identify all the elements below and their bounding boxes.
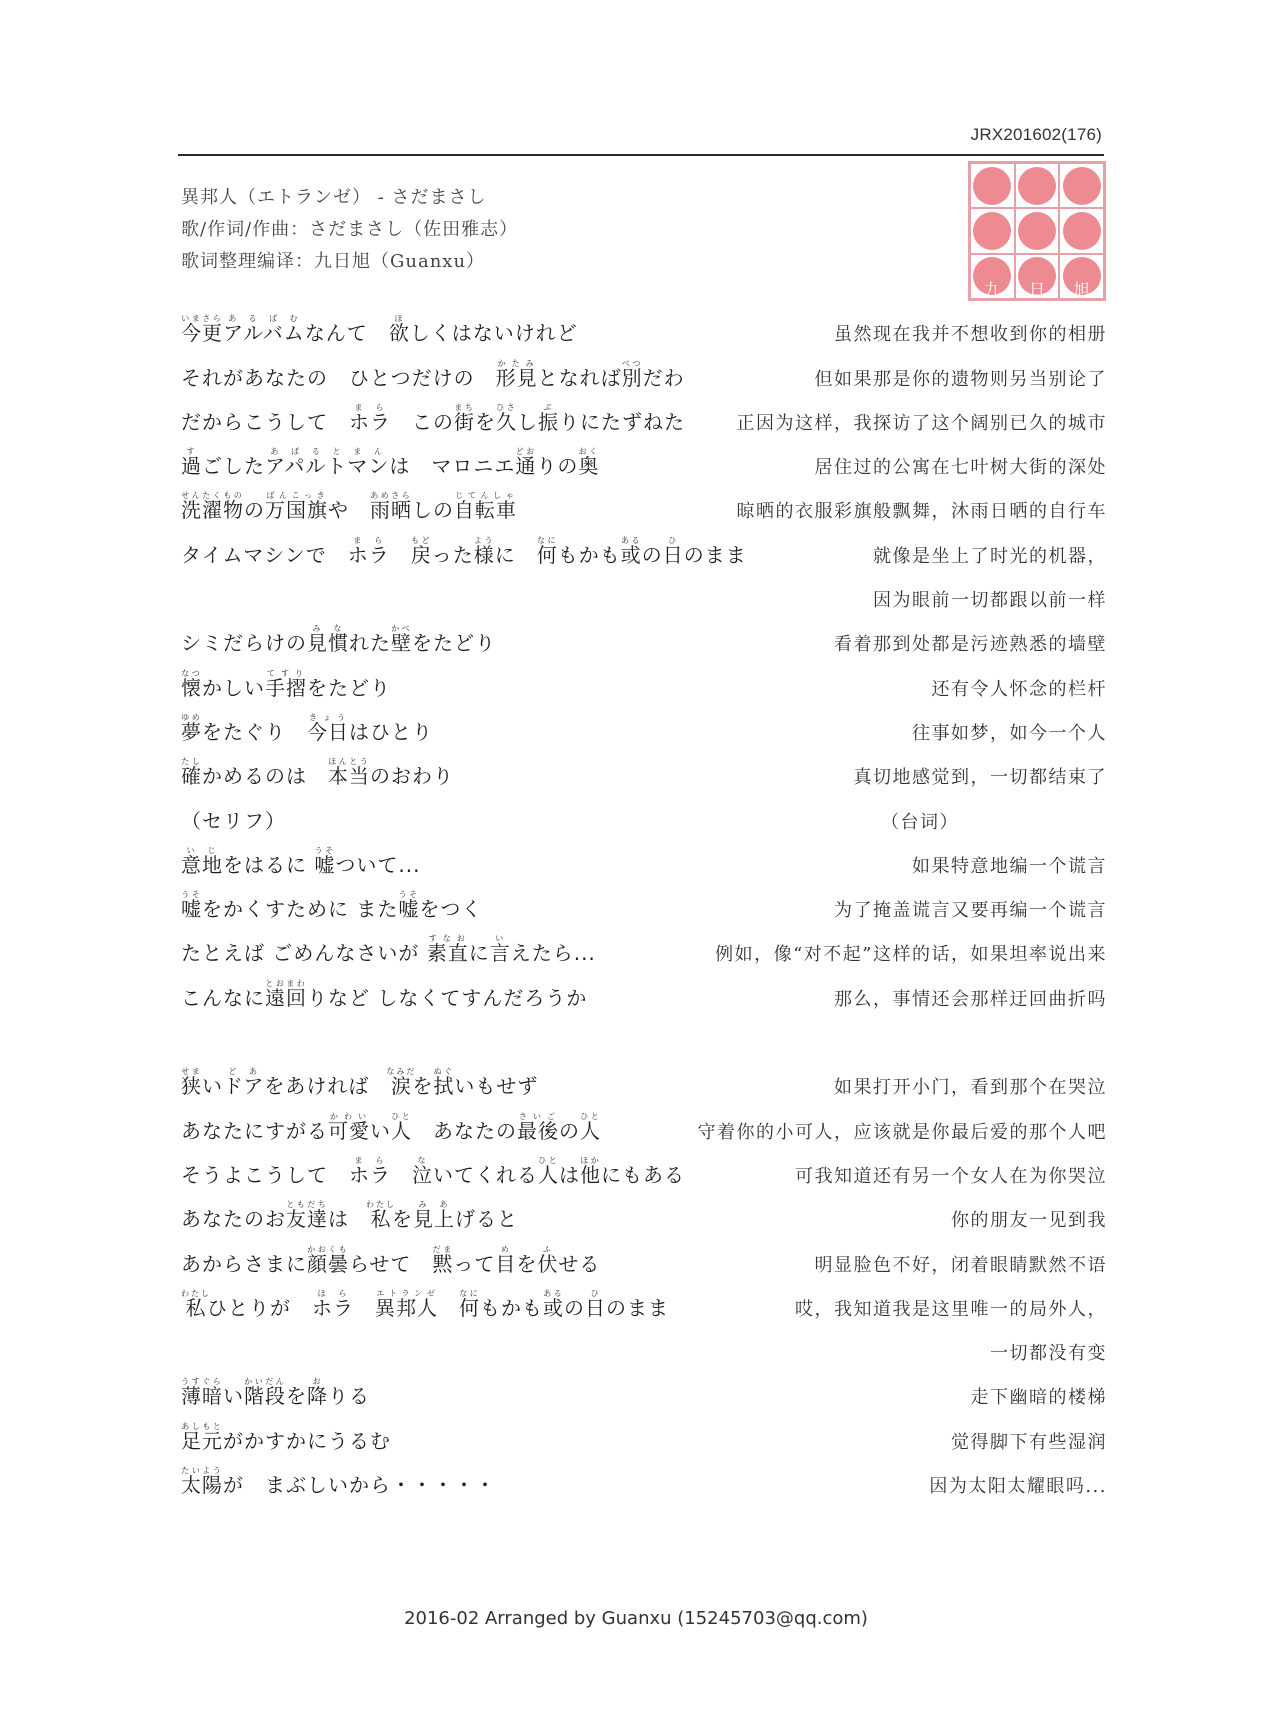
furigana-word: 日ひ	[585, 1288, 606, 1320]
lyric-chinese-translation: 你的朋友一见到我	[951, 1210, 1107, 1232]
lyric-japanese: 洗濯物せんたくものの万国旗ばんこっきや 雨晒あめさらしの自転車じてんしゃ	[181, 491, 517, 523]
furigana-word: 薄暗うすぐら	[181, 1377, 223, 1409]
furigana-word: 伏ふ	[537, 1244, 559, 1276]
lyric-japanese: 太陽たいようが まぶしいから・・・・・	[181, 1466, 496, 1498]
furigana-reading: うそ	[314, 845, 336, 855]
furigana-word: 確たし	[181, 757, 202, 789]
stamp-dot-icon	[1063, 212, 1101, 250]
seal-stamp-icon	[968, 161, 1106, 301]
lyric-chinese-translation: 可我知道还有另一个女人在为你哭泣	[795, 1165, 1107, 1187]
furigana-reading: あるばむ	[223, 314, 305, 324]
furigana-word: 他ほか	[580, 1155, 601, 1187]
furigana-word: 最後さいご	[517, 1111, 559, 1143]
lyric-chinese-translation: 一切都没有变	[990, 1343, 1107, 1365]
furigana-reading: もど	[410, 535, 432, 545]
furigana-word: 可愛かわい	[328, 1111, 370, 1143]
furigana-reading: おく	[578, 447, 600, 457]
furigana-word: 戻もど	[410, 535, 432, 567]
furigana-reading: べつ	[621, 358, 643, 368]
stamp-char: 九	[984, 279, 1001, 299]
lyric-row	[181, 1152, 1107, 1196]
furigana-word: 友達ともだち	[286, 1200, 328, 1232]
lyric-row	[181, 487, 1107, 531]
furigana-reading: よう	[473, 535, 495, 545]
furigana-word: 見上みあ	[413, 1200, 455, 1232]
furigana-word: 私わたし	[366, 1200, 396, 1232]
lyric-chinese-translation: 那么，事情还会那样迂回曲折吗	[834, 988, 1107, 1010]
furigana-reading: どあ	[223, 1067, 265, 1077]
furigana-word: 或ある	[543, 1288, 564, 1320]
furigana-word: 異邦人エトランゼ	[375, 1288, 438, 1320]
lyric-row	[181, 1329, 1107, 1373]
stamp-cell	[1015, 254, 1060, 299]
furigana-reading: まら	[349, 402, 391, 412]
furigana-word: 街まち	[454, 402, 475, 434]
furigana-word: 自転車じてんしゃ	[454, 491, 517, 523]
lyric-chinese-translation: 例如，像“对不起”这样的话，如果坦率说出来	[715, 944, 1107, 966]
lyric-row	[181, 709, 1107, 753]
furigana-reading: ともだち	[286, 1200, 328, 1210]
furigana-reading: ひ	[662, 535, 684, 545]
furigana-reading: うそ	[181, 890, 202, 900]
furigana-word: 久ひさ	[496, 402, 517, 434]
stamp-cell	[1059, 254, 1104, 299]
lyric-japanese: あなたのお友達ともだちは 私わたしを見上みあげると	[181, 1200, 518, 1232]
furigana-word: 人ひと	[538, 1155, 559, 1187]
furigana-word: 階段かいだん	[244, 1377, 286, 1409]
furigana-word: ホラまら	[349, 1155, 391, 1187]
furigana-word: 降お	[307, 1377, 328, 1409]
furigana-reading: わたし	[366, 1200, 396, 1210]
furigana-reading: まら	[349, 1155, 391, 1165]
furigana-word: 私わたし	[181, 1288, 211, 1320]
furigana-word: 今日きょう	[307, 712, 349, 744]
lyric-chinese-translation: 如果特意地编一个谎言	[912, 855, 1107, 877]
lyric-row	[181, 354, 1107, 398]
furigana-word: 泣な	[412, 1155, 433, 1187]
furigana-reading: ほら	[312, 1288, 354, 1298]
furigana-word: 慣な	[328, 624, 349, 656]
lyric-row	[181, 753, 1107, 797]
song-title: 異邦人（エトランゼ） - さだまさし	[181, 187, 487, 208]
lyric-row	[181, 620, 1107, 664]
lyric-chinese-translation: 看着那到处都是污迹熟悉的墙壁	[834, 634, 1107, 656]
song-arranger: 歌词整理编译：九日旭（Guanxu）	[181, 251, 486, 272]
furigana-reading: ある	[620, 535, 642, 545]
furigana-word: 人ひと	[580, 1111, 601, 1143]
lyric-chinese-translation: （台词）	[881, 811, 959, 833]
furigana-reading: い	[489, 934, 511, 944]
stamp-cell	[1015, 163, 1060, 208]
furigana-reading: なつ	[181, 668, 202, 678]
furigana-word: アパルトマンあぱるとまん	[265, 447, 390, 479]
furigana-word: 通どお	[515, 447, 537, 479]
furigana-reading: かわい	[328, 1111, 370, 1121]
furigana-word: ホラまら	[349, 402, 391, 434]
furigana-reading: エトランゼ	[375, 1288, 438, 1298]
lyric-row	[181, 930, 1107, 974]
lyric-japanese: 夢ゆめをたぐり 今日きょうはひとり	[181, 712, 433, 744]
lyric-row	[181, 576, 1107, 620]
furigana-reading: ぬぐ	[433, 1067, 455, 1077]
lyric-chinese-translation: 真切地感觉到，一切都结束了	[853, 767, 1107, 789]
furigana-reading: ひと	[538, 1155, 559, 1165]
lyric-japanese: （セリフ）	[181, 808, 286, 833]
furigana-reading: ゆめ	[181, 712, 202, 722]
furigana-word: 何なに	[536, 535, 558, 567]
furigana-word: 日ひ	[662, 535, 684, 567]
stamp-dot-icon	[1018, 167, 1056, 205]
lyric-row	[181, 399, 1107, 443]
lyric-japanese: 確たしかめるのは 本当ほんとうのおわり	[181, 757, 454, 789]
lyric-row	[181, 664, 1107, 708]
furigana-word: 或ある	[620, 535, 642, 567]
furigana-word: 顔曇かおくも	[307, 1244, 349, 1276]
furigana-reading: な	[328, 624, 349, 634]
furigana-word: 振ぶ	[538, 402, 559, 434]
furigana-word: 涙なみだ	[386, 1067, 417, 1099]
furigana-word: ドアどあ	[223, 1067, 265, 1099]
furigana-reading: だま	[432, 1244, 454, 1254]
furigana-reading: せま	[181, 1067, 202, 1077]
furigana-reading: いまさら	[181, 314, 223, 324]
lyric-chinese-translation: 但如果那是你的遗物则另当别论了	[814, 368, 1107, 390]
furigana-reading: かおくも	[307, 1244, 349, 1254]
furigana-reading: ほんとう	[328, 757, 370, 767]
lyric-row	[181, 1373, 1107, 1417]
lyric-row	[181, 1107, 1107, 1151]
lyric-row	[181, 886, 1107, 930]
furigana-word: 太陽たいよう	[181, 1466, 223, 1498]
furigana-reading: どお	[515, 447, 537, 457]
lyric-row	[181, 1417, 1107, 1461]
lyric-japanese: 薄暗うすぐらい階段かいだんを降おりる	[181, 1377, 370, 1409]
furigana-reading: め	[495, 1244, 517, 1254]
lyric-chinese-translation: 守着你的小可人，应该就是你最后爱的那个人吧	[697, 1121, 1107, 1143]
furigana-word: 壁かべ	[391, 624, 412, 656]
lyric-japanese: 今更いまさらアルバムあるばむなんて 欲ほしくはないけれど	[181, 314, 578, 346]
lyric-chinese-translation: 为了掩盖谎言又要再编一个谎言	[834, 900, 1107, 922]
furigana-reading: な	[412, 1155, 433, 1165]
furigana-word: 人ひと	[391, 1111, 412, 1143]
furigana-word: 洗濯物せんたくもの	[181, 491, 244, 523]
furigana-reading: あぱるとまん	[265, 447, 390, 457]
furigana-reading: ほか	[580, 1155, 601, 1165]
furigana-reading: わたし	[181, 1288, 211, 1298]
furigana-reading: すなお	[426, 934, 469, 944]
furigana-word: 別べつ	[621, 358, 643, 390]
lyric-japanese: あからさまに顔曇かおくもらせて 黙だまって目めを伏ふせる	[181, 1244, 601, 1276]
furigana-word: 何なに	[459, 1288, 480, 1320]
furigana-reading: かいだん	[244, 1377, 286, 1387]
lyric-row	[181, 974, 1107, 1018]
furigana-reading: み	[307, 624, 328, 634]
furigana-reading: まら	[347, 535, 390, 545]
furigana-reading: なに	[459, 1288, 480, 1298]
stamp-dot-icon	[973, 212, 1011, 250]
furigana-word: 拭ぬぐ	[433, 1067, 455, 1099]
furigana-word: 黙だま	[432, 1244, 454, 1276]
lyric-chinese-translation: 就像是坐上了时光的机器，	[873, 545, 1107, 567]
furigana-reading: たし	[181, 757, 202, 767]
lyric-japanese: 過すごしたアパルトマンあぱるとまんは マロニエ通どおりの奥おく	[181, 447, 600, 479]
furigana-word: 言い	[489, 934, 511, 966]
furigana-word: アルバムあるばむ	[223, 314, 305, 346]
furigana-word: 嘘うそ	[314, 845, 336, 877]
furigana-word: 今更いまさら	[181, 314, 223, 346]
lyric-row	[181, 1063, 1107, 1107]
footer-credit: 2016-02 Arranged by Guanxu (15245703@qq.com)	[404, 1608, 868, 1629]
furigana-reading: うそ	[398, 890, 420, 900]
lyric-chinese-translation: 往事如梦，如今一个人	[912, 722, 1107, 744]
furigana-reading: うすぐら	[181, 1377, 223, 1387]
stamp-dot-icon	[1063, 167, 1101, 205]
lyric-japanese: 意地いじをはるに 嘘うそついて...	[181, 845, 421, 877]
furigana-word: 様よう	[473, 535, 495, 567]
lyric-japanese: そうよこうして ホラまら 泣ないてくれる人ひとは他ほかにもある	[181, 1155, 685, 1187]
lyric-chinese-translation: 因为太阳太耀眼吗...	[929, 1476, 1107, 1498]
lyric-japanese: 狭せまいドアどあをあければ 涙なみだを拭ぬぐいもせず	[181, 1067, 539, 1099]
lyric-chinese-translation: 觉得脚下有些湿润	[951, 1431, 1107, 1453]
document-code: JRX201602(176)	[970, 125, 1102, 144]
stamp-cell	[1059, 163, 1104, 208]
furigana-word: 雨晒あめさら	[370, 491, 412, 523]
furigana-word: 遠回とおまわ	[265, 978, 307, 1010]
lyric-row	[181, 1285, 1107, 1329]
furigana-word: 万国旗ばんこっき	[265, 491, 328, 523]
lyric-japanese: 足元あしもとがかすかにうるむ	[181, 1421, 391, 1453]
lyric-row	[181, 1462, 1107, 1506]
song-meta	[181, 182, 518, 278]
furigana-reading: じてんしゃ	[454, 491, 517, 501]
furigana-word: 素直すなお	[426, 934, 469, 966]
lyric-japanese: こんなに遠回とおまわりなど しなくてすんだろうか	[181, 978, 588, 1010]
lyric-chinese-translation: 明显脸色不好，闭着眼睛默然不语	[814, 1254, 1107, 1276]
furigana-word: 夢ゆめ	[181, 712, 202, 744]
furigana-reading: まち	[454, 402, 475, 412]
furigana-reading: お	[307, 1377, 328, 1387]
lyric-row	[181, 1196, 1107, 1240]
header-rule	[178, 154, 1104, 156]
song-credits: 歌/作词/作曲：さだまさし（佐田雅志）	[181, 219, 519, 240]
lyric-row	[181, 797, 1107, 841]
stamp-cell	[970, 163, 1015, 208]
furigana-word: ホラほら	[312, 1288, 354, 1320]
lyric-japanese: あなたにすがる可愛かわいい人ひと あなたの最後さいごの人ひと	[181, 1111, 601, 1143]
furigana-reading: さいご	[517, 1111, 559, 1121]
furigana-reading: なに	[536, 535, 558, 545]
furigana-word: 懐なつ	[181, 668, 202, 700]
lyric-chinese-translation: 虽然现在我并不想收到你的相册	[834, 324, 1107, 346]
furigana-word: 意地いじ	[181, 845, 223, 877]
furigana-reading: ばんこっき	[265, 491, 328, 501]
furigana-reading: なみだ	[386, 1067, 417, 1077]
furigana-word: 手摺てすり	[265, 668, 307, 700]
furigana-reading: とおまわ	[265, 978, 307, 988]
furigana-reading: てすり	[265, 668, 307, 678]
furigana-reading: ある	[543, 1288, 564, 1298]
lyric-row	[181, 842, 1107, 886]
furigana-word: 欲ほ	[388, 314, 410, 346]
furigana-reading: せんたくもの	[181, 491, 244, 501]
lyric-chinese-translation: 晾晒的衣服彩旗般飘舞，沐雨日晒的自行车	[736, 501, 1107, 523]
furigana-reading: きょう	[307, 712, 349, 722]
furigana-word: ホラまら	[347, 535, 390, 567]
lyric-japanese: だからこうして ホラまら この街まちを久ひさし振ぶりにたずねた	[181, 402, 685, 434]
lyric-japanese: たとえば ごめんなさいが 素直すなおに言いえたら...	[181, 934, 596, 966]
lyric-row	[181, 443, 1107, 487]
lyric-japanese: 嘘うそをかくすために また嘘うそをつく	[181, 890, 483, 922]
furigana-reading: いじ	[181, 845, 223, 855]
furigana-reading: ひ	[585, 1288, 606, 1298]
lyrics-body	[181, 310, 1107, 1506]
furigana-reading: す	[181, 447, 202, 457]
lyric-row	[181, 1019, 1107, 1063]
stamp-cell	[970, 208, 1015, 253]
lyric-japanese: それがあなたの ひとつだけの 形見かたみとなれば別べつだわ	[181, 358, 685, 390]
lyric-japanese: 私わたしひとりが ホラほら 異邦人エトランゼ 何なにもかも或あるの日ひのまま	[181, 1288, 669, 1320]
furigana-reading: ひと	[391, 1111, 412, 1121]
stamp-cell	[1059, 208, 1104, 253]
furigana-reading: ひと	[580, 1111, 601, 1121]
stamp-cell	[970, 254, 1015, 299]
furigana-word: 見み	[307, 624, 328, 656]
furigana-word: 目め	[495, 1244, 517, 1276]
furigana-word: 嘘うそ	[398, 890, 420, 922]
stamp-char: 旭	[1073, 279, 1090, 299]
furigana-word: 足元あしもと	[181, 1421, 223, 1453]
furigana-word: 嘘うそ	[181, 890, 202, 922]
lyric-japanese: タイムマシンで ホラまら 戻もどった様ように 何なにもかも或あるの日ひのまま	[181, 535, 747, 567]
furigana-reading: かべ	[391, 624, 412, 634]
furigana-reading: あしもと	[181, 1421, 223, 1431]
furigana-word: 形見かたみ	[495, 358, 538, 390]
furigana-reading: ほ	[388, 314, 410, 324]
stamp-cell	[1015, 208, 1060, 253]
lyric-chinese-translation: 正因为这样，我探访了这个阔别已久的城市	[736, 412, 1107, 434]
furigana-reading: ぶ	[538, 402, 559, 412]
stamp-dot-icon	[1018, 212, 1056, 250]
furigana-reading: あめさら	[370, 491, 412, 501]
furigana-word: 過す	[181, 447, 202, 479]
furigana-word: 狭せま	[181, 1067, 202, 1099]
furigana-reading: たいよう	[181, 1466, 223, 1476]
furigana-reading: かたみ	[495, 358, 538, 368]
lyric-japanese: シミだらけの見み慣なれた壁かべをたどり	[181, 624, 496, 656]
stamp-dot-icon	[973, 167, 1011, 205]
lyric-chinese-translation: 走下幽暗的楼梯	[970, 1387, 1107, 1409]
lyric-row	[181, 310, 1107, 354]
lyric-chinese-translation: 居住过的公寓在七叶树大街的深处	[814, 457, 1107, 479]
furigana-reading: ふ	[537, 1244, 559, 1254]
lyric-chinese-translation: 如果打开小门，看到那个在哭泣	[834, 1077, 1107, 1099]
furigana-reading: ひさ	[496, 402, 517, 412]
furigana-word: 本当ほんとう	[328, 757, 370, 789]
lyric-japanese: 懐なつかしい手摺てすりをたどり	[181, 668, 391, 700]
furigana-reading: みあ	[413, 1200, 455, 1210]
furigana-word: 奥おく	[578, 447, 600, 479]
lyric-chinese-translation: 因为眼前一切都跟以前一样	[873, 590, 1107, 612]
lyric-chinese-translation: 哎，我知道我是这里唯一的局外人，	[795, 1298, 1107, 1320]
lyric-row	[181, 531, 1107, 575]
lyric-row	[181, 1240, 1107, 1284]
stamp-char: 日	[1028, 279, 1045, 299]
lyric-chinese-translation: 还有令人怀念的栏杆	[931, 678, 1107, 700]
